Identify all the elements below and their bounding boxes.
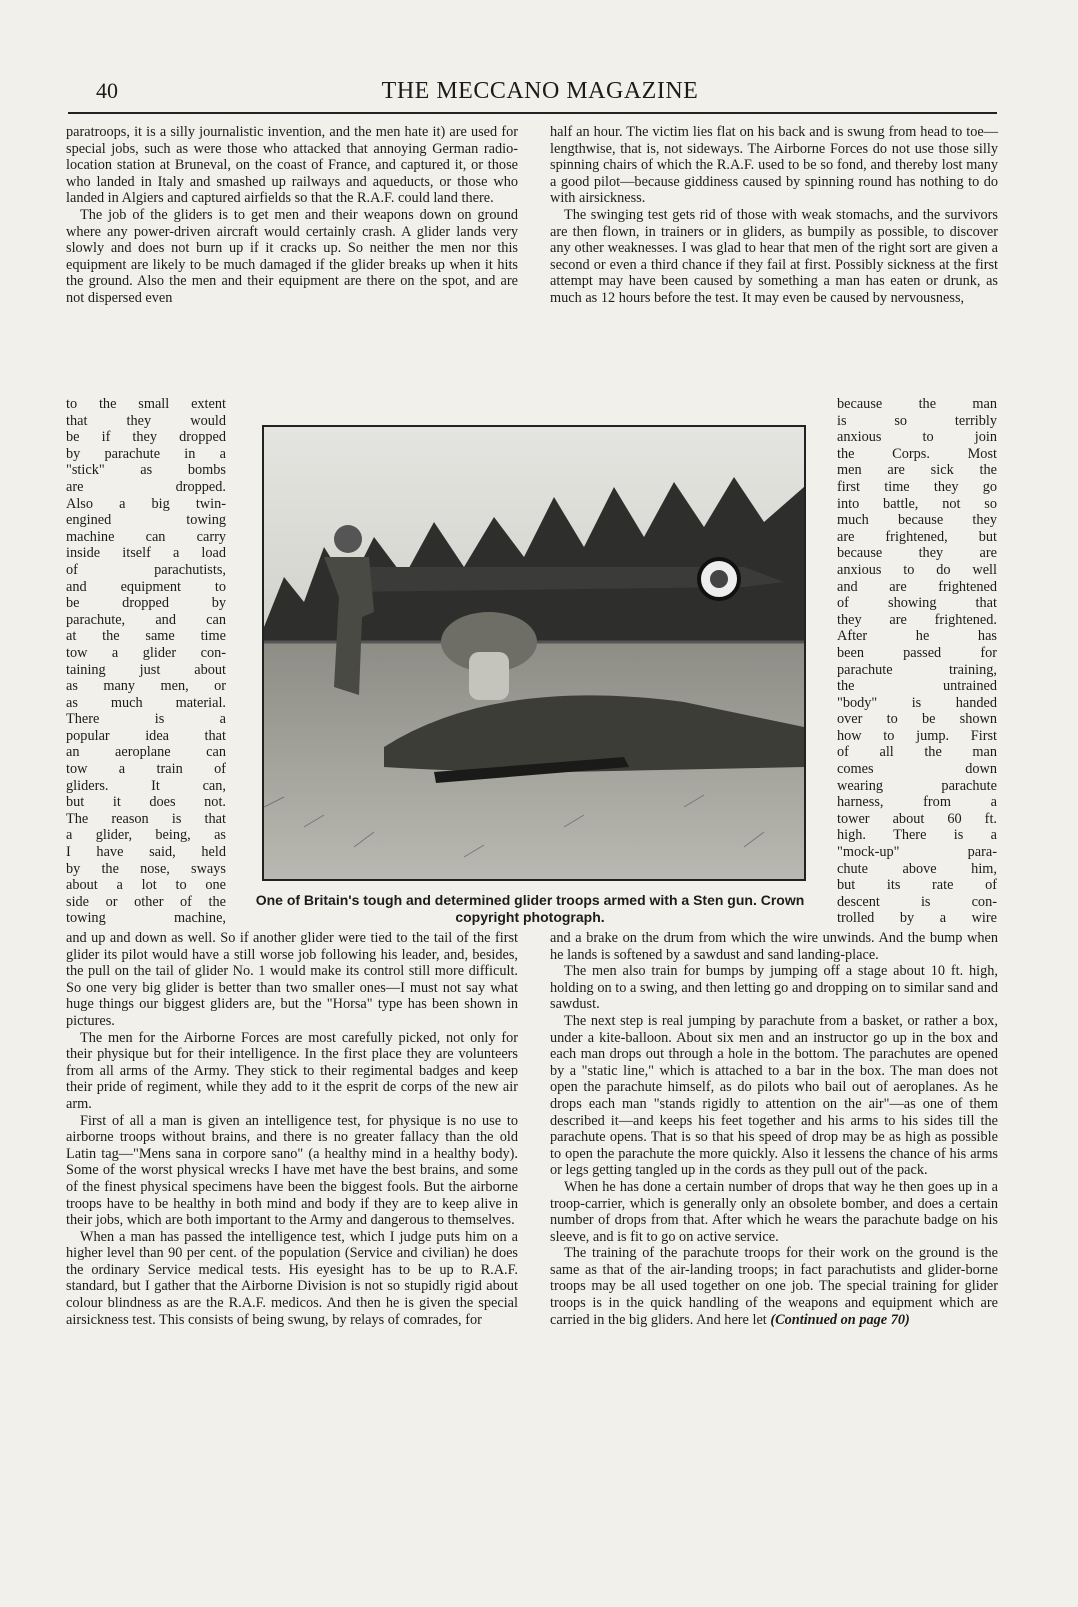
text-line: by parachute in a <box>66 445 226 462</box>
right-column-bottom <box>550 930 998 1328</box>
text-line: tow a train of <box>66 761 226 778</box>
glider-troop-photo <box>262 425 806 881</box>
text-line: been passed for <box>837 644 997 661</box>
text-line: they are frightened. <box>837 611 997 628</box>
text-line: There is a <box>66 711 226 728</box>
text-line: men are sick the <box>837 462 997 479</box>
text-line: towing machine, <box>66 910 226 927</box>
text-line: anxious to do well <box>837 561 997 578</box>
text-line: be if they dropped <box>66 429 226 446</box>
paragraph: The men for the Airborne Forces are most carefully picked, not only for their physique but for their intelligence. In the first place they are volunteers from all arms of the Army. They stick to their regimental badges and keep their pride of regiment, while they add to it the esprit de corps of the new air arm. <box>66 1029 518 1112</box>
text-line: machine can carry <box>66 528 226 545</box>
text-line: of showing that <box>837 595 997 612</box>
text-line: parachute training, <box>837 661 997 678</box>
text-line: over to be shown <box>837 711 997 728</box>
text-line: of parachutists, <box>66 561 226 578</box>
text-line: trolled by a wire <box>837 910 997 927</box>
paragraph: The job of the gliders is to get men and their weapons down on ground where any power-driven aircraft would certainly crash. A glider lands very slowly and does not burn up if it cracks up. So neither the men nor this equipment are likely to be much damaged if the glider breaks up when it hits the ground. Also the men and their equipment are there on the spot, and are not dispersed even <box>66 206 518 306</box>
header-rule <box>68 112 997 114</box>
text-line: engined towing <box>66 512 226 529</box>
text-line: comes down <box>837 761 997 778</box>
text-line: as much material. <box>66 694 226 711</box>
text-line: taining just about <box>66 661 226 678</box>
text-line: of all the man <box>837 744 997 761</box>
text-line: "stick" as bombs <box>66 462 226 479</box>
text-line: an aeroplane can <box>66 744 226 761</box>
paragraph: First of all a man is given an intelligence test, for physique is no use to airborne troops without brains, and there is no greater fallacy than the old Latin tag—"Mens sana in corpore sano" (a healthy mind in a healthy body). Some of the worst physical wrecks I have met have the best brains, and some of the finest physical specimens have been the biggest fools. But the airborne troops have to be healthy in both mind and body if they are to keep alive in their jobs, which are both important to the Army and dangerous to themselves. <box>66 1112 518 1229</box>
magazine-title: THE MECCANO MAGAZINE <box>381 78 699 104</box>
text-line: the untrained <box>837 678 997 695</box>
text-line: anxious to join <box>837 429 997 446</box>
text-line: but its rate of <box>837 877 997 894</box>
left-narrow-column <box>66 396 226 927</box>
right-column-top <box>550 124 998 307</box>
text-line: "mock-up" para- <box>837 844 997 861</box>
text-line: much because they <box>837 512 997 529</box>
text-line: into battle, not so <box>837 495 997 512</box>
text-line: because they are <box>837 545 997 562</box>
paragraph: When he has done a certain number of drops that way he then goes up in a troop-carrier, which is generally only an obsolete bomber, and does a certain number of drops from that. After which he wears the parachute badge on his sleeve, and is fit to go on active service. <box>550 1178 998 1245</box>
text-line: and are frightened <box>837 578 997 595</box>
paragraph: The men also train for bumps by jumping off a stage about 10 ft. high, holding on to a swing, and then letting go and dropping on to similar sand and sawdust. <box>550 963 998 1013</box>
text-line: high. There is a <box>837 827 997 844</box>
text-line: the Corps. Most <box>837 445 997 462</box>
text-line: first time they go <box>837 478 997 495</box>
text-line: because the man <box>837 396 997 412</box>
text-line: are frightened, but <box>837 528 997 545</box>
text-line: are dropped. <box>66 478 226 495</box>
text-line: side or other of the <box>66 893 226 910</box>
text-line: harness, from a <box>837 794 997 811</box>
text-line: and equipment to <box>66 578 226 595</box>
text-line: popular idea that <box>66 727 226 744</box>
paragraph: The training of the parachute troops for their work on the ground is the same as that of the air-landing troops; in fact parachutists and glider-borne troops may be all used together on one job. The special training for glider troops is in the quick handling of the weapons and equipment which are carried in the big gliders. And here let (Continued on page 70) <box>550 1245 998 1328</box>
paragraph: and a brake on the drum from which the wire unwinds. And the bump when he lands is softened by a sawdust and sand landing-place. <box>550 930 998 963</box>
paragraph: The next step is real jumping by parachute from a basket, or rather a box, under a kite-balloon. About six men and an instructor go up in the box and each man drops out through a hole in the bottom. The parachutes are opened by a "static line," which is attached to a bar in the box. The man does not open the parachute himself, as do pilots who bail out of aeroplanes. As he drops each man "stands rigidly to attention on the air"—as one of them described it—and keeps his feet together and his arms to his sides till the parachute opens. That is so that his speed of drop may be as high as possible to open the parachute the more quickly. Also it lessens the chance of his arms or legs getting tangled up in the cords as they pull out of the pack. <box>550 1012 998 1179</box>
paragraph: paratroops, it is a silly journalistic invention, and the men hate it) are used for special jobs, such as were those who attacked that annoying German radio-location station at Bruneval, on the coast of France, and captured it, or those who landed in Italy and smashed up railways and aqueducts, or those who landed in Algiers and captured airfields so that the R.A.F. could land there. <box>66 124 518 207</box>
text-line: be dropped by <box>66 595 226 612</box>
page-header <box>62 78 1018 112</box>
text-line: to the small extent <box>66 396 226 412</box>
text-line: about a lot to one <box>66 877 226 894</box>
text-line: I have said, held <box>66 844 226 861</box>
text-line: by the nose, sways <box>66 860 226 877</box>
text-line: chute above him, <box>837 860 997 877</box>
text-line: that they would <box>66 412 226 429</box>
left-column-bottom <box>66 930 518 1328</box>
photo-illustration <box>264 427 804 879</box>
text-line: tower about 60 ft. <box>837 810 997 827</box>
text-line: how to jump. First <box>837 727 997 744</box>
text-line: parachute, and can <box>66 611 226 628</box>
paragraph: When a man has passed the intelligence test, which I judge puts him on a higher level than 90 per cent. of the population (Service and civilian) he does the ordinary Service medical tests. His eyesight has to be up to R.A.F. standard, but I gather that the Airborne Division is not so stupidly rigid about colour blindness as are the R.A.F. medicos. And then he is given the special airsickness test. This consists of being swung, by relays of comrades, for <box>66 1228 518 1328</box>
paragraph: The swinging test gets rid of those with weak stomachs, and the survivors are then flown, in trainers or in gliders, as bumpily as possible, to discover any other weaknesses. I was glad to hear that men of the right sort are given a second or even a third chance if they fail at first. Possibly sickness at the first attempt may have been caused by something a man has eaten or drunk, as much as 12 hours before the test. It may even be caused by nervousness, <box>550 206 998 306</box>
text-line: The reason is that <box>66 810 226 827</box>
text-line: a glider, being, as <box>66 827 226 844</box>
right-narrow-column <box>837 396 997 927</box>
text-line: wearing parachute <box>837 777 997 794</box>
text-line: but it does not. <box>66 794 226 811</box>
photo-caption: One of Britain's tough and determined glider troops armed with a Sten gun. Crown copyright photograph. <box>255 892 805 925</box>
text-line: gliders. It can, <box>66 777 226 794</box>
page-number: 40 <box>96 78 118 103</box>
left-column-top <box>66 124 518 307</box>
text-line: descent is con- <box>837 893 997 910</box>
text-line: inside itself a load <box>66 545 226 562</box>
text-line: tow a glider con- <box>66 644 226 661</box>
text-line: After he has <box>837 628 997 645</box>
text-line: "body" is handed <box>837 694 997 711</box>
text-line: as many men, or <box>66 678 226 695</box>
paragraph: half an hour. The victim lies flat on his back and is swung from head to toe—lengthwise, that is, not sideways. The Airborne Forces do not use those silly spinning chairs of which the R.A.F. used to be so fond, and thereby lost many a good pilot—because giddiness caused by spinning round has nothing to do with airsickness. <box>550 124 998 207</box>
paragraph: and up and down as well. So if another glider were tied to the tail of the first glider its pilot would have a still worse job following his leader, and, besides, the pull on the tail of glider No. 1 would make its control still more difficult. So one very big glider is better than two smaller ones—I must not say what huge things our biggest gliders are, but the "Horsa" type has been shown in pictures. <box>66 930 518 1029</box>
continued-note: (Continued on page 70) <box>766 1311 910 1328</box>
text-line: is so terribly <box>837 412 997 429</box>
text-line: Also a big twin- <box>66 495 226 512</box>
text-line: at the same time <box>66 628 226 645</box>
